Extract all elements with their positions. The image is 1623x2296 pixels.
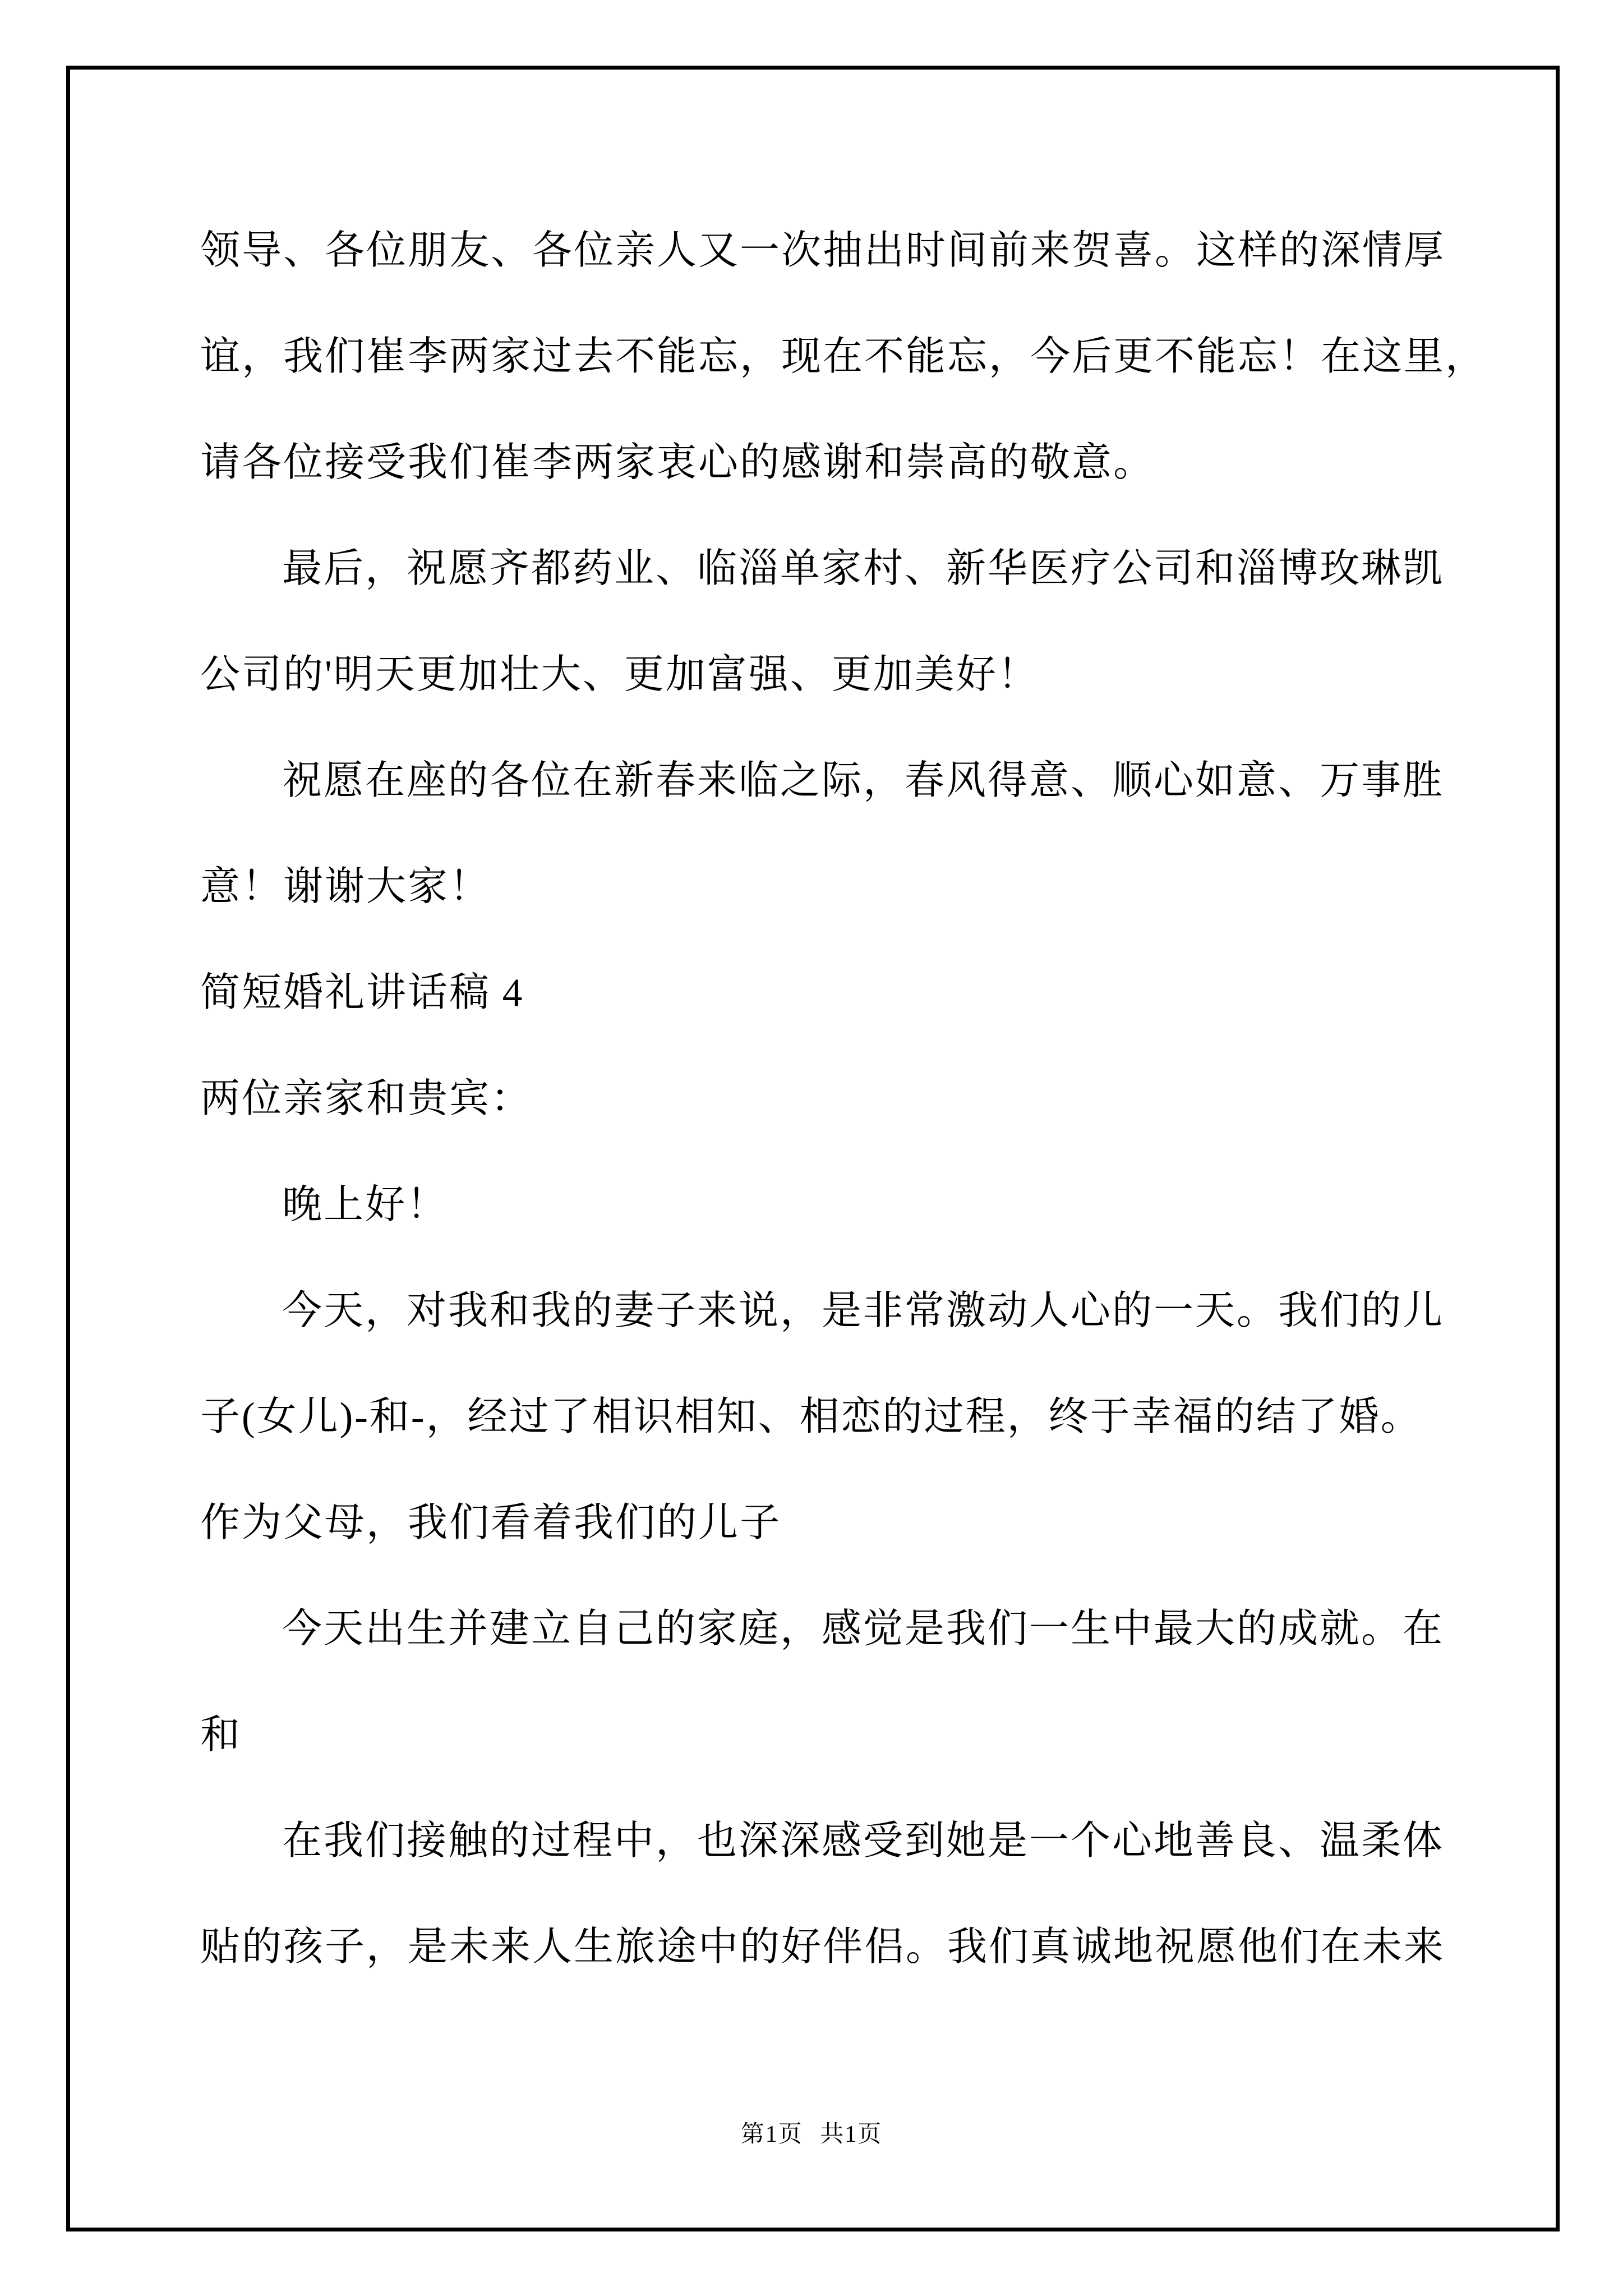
text-line: 和 [200, 1713, 242, 1757]
salutation-line: 两位亲家和贵宾： [200, 1077, 533, 1121]
text-line: 请各位接受我们崔李两家衷心的感谢和崇高的敬意。 [200, 441, 1155, 485]
text-line: 贴的孩子，是未来人生旅途中的好伴侣。我们真诚地祝愿他们在未来 [200, 1925, 1446, 1969]
page-footer: 第1页 共1页 [740, 2122, 883, 2147]
text-line: 晚上好！ [282, 1183, 449, 1227]
text-line: 谊，我们崔李两家过去不能忘，现在不能忘，今后更不能忘！在这里， [200, 335, 1487, 379]
text-line: 最后，祝愿齐都药业、临淄单家村、新华医疗公司和淄博玫琳凯 [282, 547, 1445, 591]
text-line: 子(女儿)-和-，经过了相识相知、相恋的过程，终于幸福的结了婚。 [200, 1395, 1422, 1439]
text-line: 今天出生并建立自己的家庭，感觉是我们一生中最大的成就。在 [282, 1607, 1445, 1651]
text-line: 意！谢谢大家！ [200, 865, 491, 909]
text-line: 公司的'明天更加壮大、更加富强、更加美好！ [200, 653, 1039, 697]
text-line: 祝愿在座的各位在新春来临之际，春风得意、顺心如意、万事胜 [282, 759, 1445, 803]
text-line: 在我们接触的过程中，也深深感受到她是一个心地善良、温柔体 [282, 1819, 1445, 1863]
text-line: 作为父母，我们看着我们的儿子 [200, 1501, 782, 1545]
document-body [200, 198, 1501, 2000]
text-line: 今天，对我和我的妻子来说，是非常激动人心的一天。我们的儿 [282, 1289, 1445, 1333]
text-line: 领导、各位朋友、各位亲人又一次抽出时间前来贺喜。这样的深情厚 [200, 229, 1446, 273]
section-title: 简短婚礼讲话稿 4 [200, 971, 524, 1015]
